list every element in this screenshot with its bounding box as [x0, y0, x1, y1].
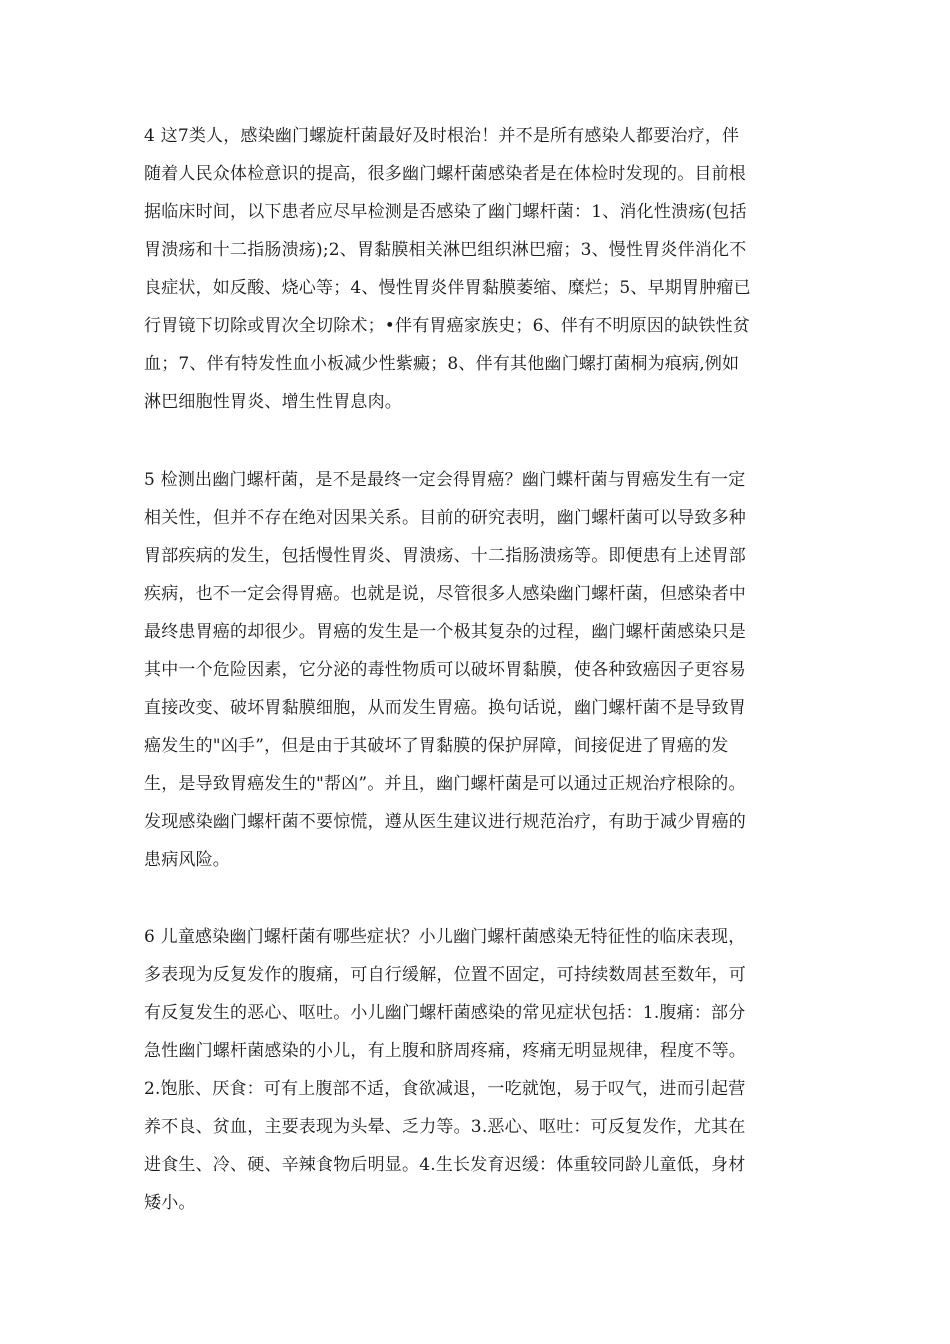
- text-line: 养不良、贫血，主要表现为头晕、乏力等。3.恶心、呕吐：可反复发作，尤其在: [144, 1117, 746, 1137]
- text-line: 其中一个危险因素，它分泌的毒性物质可以破坏胃黏膜，使各种致癌因子更容易: [144, 660, 746, 680]
- paragraph-section-4: [144, 117, 834, 421]
- text-line: 有反复发生的恶心、呕吐。小儿幽门螺杆菌感染的常见症状包括：1.腹痛：部分: [144, 1003, 746, 1023]
- paragraph-section-5: [144, 461, 834, 879]
- text-line: 相关性，但并不存在绝对因果关系。目前的研究表明，幽门螺杆菌可以导致多种: [144, 508, 746, 528]
- text-line: 4 这7类人，感染幽门螺旋杆菌最好及时根治！并不是所有感染人都要治疗，伴: [144, 126, 740, 146]
- text-line: 患病风险。: [144, 850, 230, 870]
- text-line: 据临床时间，以下患者应尽早检测是否感染了幽门螺杆菌：1、消化性溃疡(包括: [144, 202, 747, 222]
- text-line: 5 检测出幽门螺杆菌，是不是最终一定会得胃癌？幽门蝶杆菌与胃癌发生有一定: [144, 470, 746, 490]
- paragraph-section-6: [144, 918, 834, 1222]
- text-line: 疾病，也不一定会得胃癌。也就是说，尽管很多人感染幽门螺杆菌，但感染者中: [144, 584, 746, 604]
- text-line: 急性幽门螺杆菌感染的小儿，有上腹和脐周疼痛，疼痛无明显规律，程度不等。: [144, 1041, 746, 1061]
- text-line: 矮小。: [144, 1193, 196, 1213]
- text-line: 6 儿童感染幽门螺杆菌有哪些症状？小儿幽门螺杆菌感染无特征性的临床表现，: [144, 927, 746, 947]
- text-line: 最终患胃癌的却很少。胃癌的发生是一个极其复杂的过程，幽门螺杆菌感染只是: [144, 622, 746, 642]
- text-line: 行胃镜下切除或胃次全切除术；•伴有胃癌家族史；6、伴有不明原因的缺铁性贫: [144, 316, 751, 336]
- text-line: 胃部疾病的发生，包括慢性胃炎、胃溃疡、十二指肠溃疡等。即便患有上述胃部: [144, 546, 746, 566]
- text-line: 发现感染幽门螺杆菌不要惊慌，遵从医生建议进行规范治疗，有助于减少胃癌的: [144, 812, 746, 832]
- text-line: 良症状，如反酸、烧心等；4、慢性胃炎伴胃黏膜萎缩、糜烂；5、早期胃肿瘤已: [144, 278, 751, 298]
- text-line: 血；7、伴有特发性血小板减少性紫癜；8、伴有其他幽门螺打菌桐为痕病,例如: [144, 354, 740, 374]
- text-line: 生，是导致胃癌发生的"帮凶”。并且，幽门螺杆菌是可以通过正规治疗根除的。: [144, 774, 746, 794]
- text-line: 2.饱胀、厌食：可有上腹部不适，食欲减退，一吃就饱，易于叹气，进而引起营: [144, 1079, 746, 1099]
- text-line: 随着人民众体检意识的提高，很多幽门螺杆菌感染者是在体检时发现的。目前根: [144, 164, 746, 184]
- text-line: 进食生、冷、硬、辛辣食物后明显。4.生长发育迟缓：体重较同龄儿童低，身材: [144, 1155, 746, 1175]
- text-line: 癌发生的"凶手”，但是由于其破坏了胃黏膜的保护屏障，间接促进了胃癌的发: [144, 736, 729, 756]
- text-line: 多表现为反复发作的腹痛，可自行缓解，位置不固定，可持续数周甚至数年，可: [144, 965, 746, 985]
- text-line: 直接改变、破坏胃黏膜细胞，从而发生胃癌。换句话说，幽门螺杆菌不是导致胃: [144, 698, 746, 718]
- text-line: 胃溃疡和十二指肠溃疡);2、胃黏膜相关淋巴组织淋巴瘤；3、慢性胃炎伴消化不: [144, 240, 747, 260]
- text-line: 淋巴细胞性胃炎、增生性胃息肉。: [144, 392, 402, 412]
